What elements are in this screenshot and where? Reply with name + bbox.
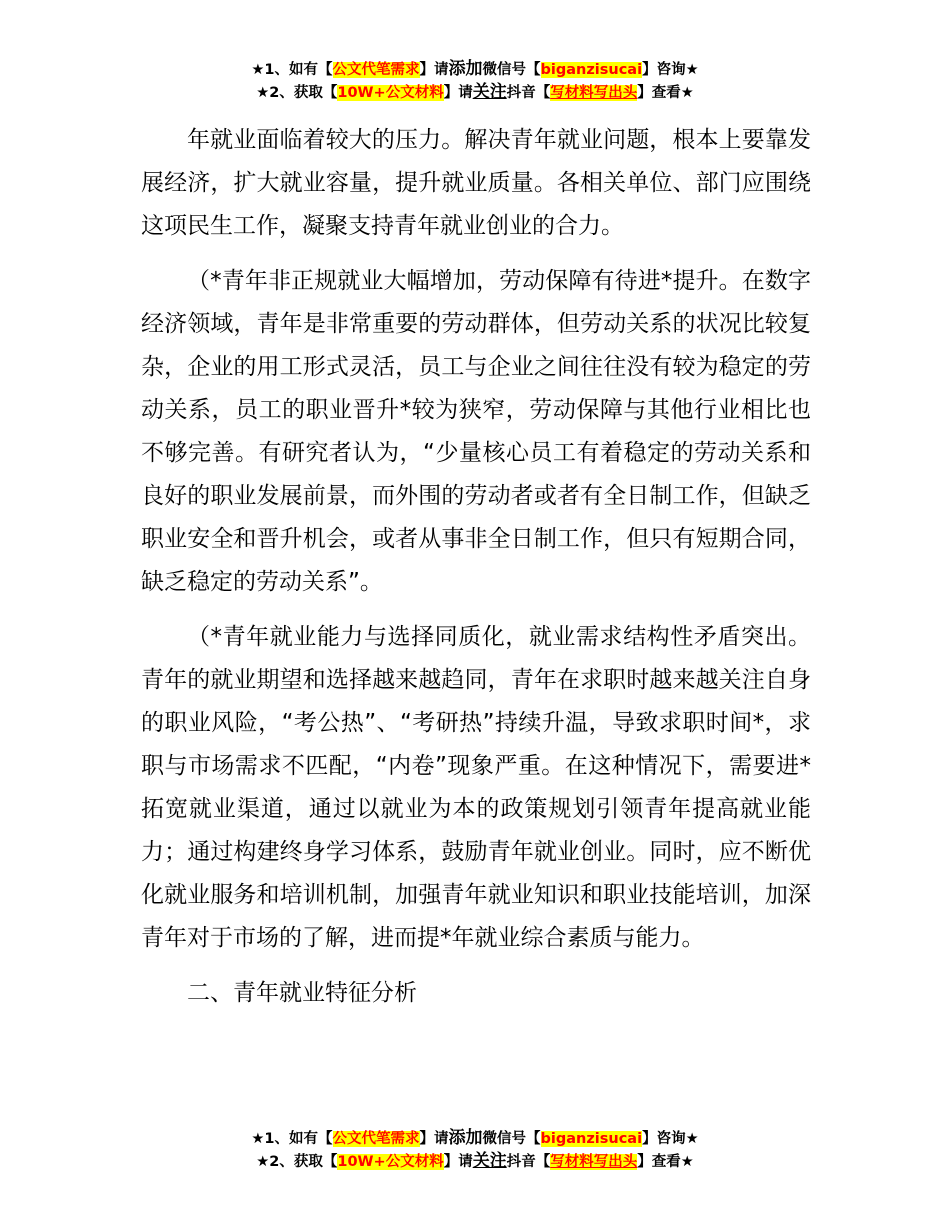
banner-text: 】请 <box>443 1154 473 1170</box>
banner-text: 微信号【 <box>482 1131 541 1147</box>
highlight-douyin: 写材料写出头 <box>550 1154 638 1170</box>
highlight-douyin: 写材料写出头 <box>550 85 638 101</box>
banner-line-2 <box>0 1150 950 1173</box>
banner-text: 】查看★ <box>637 85 694 101</box>
banner-line-1 <box>0 58 950 81</box>
banner-text: 】咨询★ <box>642 1131 699 1147</box>
banner-text: ★2、获取【 <box>256 85 338 101</box>
highlight-wechat-id: biganzisucai <box>540 1131 643 1147</box>
banner-text: ★1、如有【 <box>251 1131 333 1147</box>
banner-emphasis: 关注 <box>472 82 507 102</box>
banner-text: 】请 <box>419 62 449 78</box>
banner-line-1 <box>0 1127 950 1150</box>
highlight-materials: 10W+公文材料 <box>337 1154 444 1170</box>
banner-text: ★2、获取【 <box>256 1154 338 1170</box>
header-banner <box>0 58 950 104</box>
highlight-wechat-id: biganzisucai <box>540 62 643 78</box>
banner-text: 抖音【 <box>506 85 551 101</box>
banner-text: 】查看★ <box>637 1154 694 1170</box>
highlight-service: 公文代笔需求 <box>332 62 420 78</box>
banner-emphasis: 添加 <box>448 59 483 79</box>
banner-text: 抖音【 <box>506 1154 551 1170</box>
banner-text: 】请 <box>419 1131 449 1147</box>
paragraph: （*青年非正规就业大幅增加，劳动保障有待进*提升。在数字经济领域，青年是非常重要的劳动群体，但劳动关系的状况比较复杂，企业的用工形式灵活，员工与企业之间往往没有较为稳定的劳动关系，员工的职业晋升*较为狭窄，劳动保障与其他行业相比也不够完善。有研究者认为，“少量核心员工有着稳定的劳动关系和良好的职业发展前景，而外围的劳动者或者有全日制工作，但缺乏职业安全和晋升机会，或者从事非全日制工作，但只有短期合同，缺乏稳定的劳动关系”。 <box>141 268 811 595</box>
banner-emphasis: 关注 <box>472 1151 507 1171</box>
highlight-materials: 10W+公文材料 <box>337 85 444 101</box>
banner-text: 】咨询★ <box>642 62 699 78</box>
banner-text: 】请 <box>443 85 473 101</box>
banner-text: ★1、如有【 <box>251 62 333 78</box>
section-heading: 二、青年就业特征分析 <box>187 980 417 1006</box>
highlight-service: 公文代笔需求 <box>332 1131 420 1147</box>
paragraph: 年就业面临着较大的压力。解决青年就业问题，根本上要靠发展经济，扩大就业容量，提升就业质量。各相关单位、部门应围绕这项民生工作，凝聚支持青年就业创业的合力。 <box>141 127 811 239</box>
footer-banner <box>0 1127 950 1173</box>
banner-text: 微信号【 <box>482 62 541 78</box>
banner-line-2 <box>0 81 950 104</box>
document-body <box>141 119 811 1015</box>
paragraph: （*青年就业能力与选择同质化，就业需求结构性矛盾突出。青年的就业期望和选择越来越趋同，青年在求职时越来越关注自身的职业风险，“考公热”、“考研热”持续升温，导致求职时间*，求职与市场需求不匹配，“内卷”现象严重。在这种情况下，需要进*拓宽就业渠道，通过以就业为本的政策规划引领青年提高就业能力；通过构建终身学习体系，鼓励青年就业创业。同时，应不断优化就业服务和培训机制，加强青年就业知识和职业技能培训，加深青年对于市场的了解，进而提*年就业综合素质与能力。 <box>141 624 811 951</box>
banner-emphasis: 添加 <box>448 1128 483 1148</box>
